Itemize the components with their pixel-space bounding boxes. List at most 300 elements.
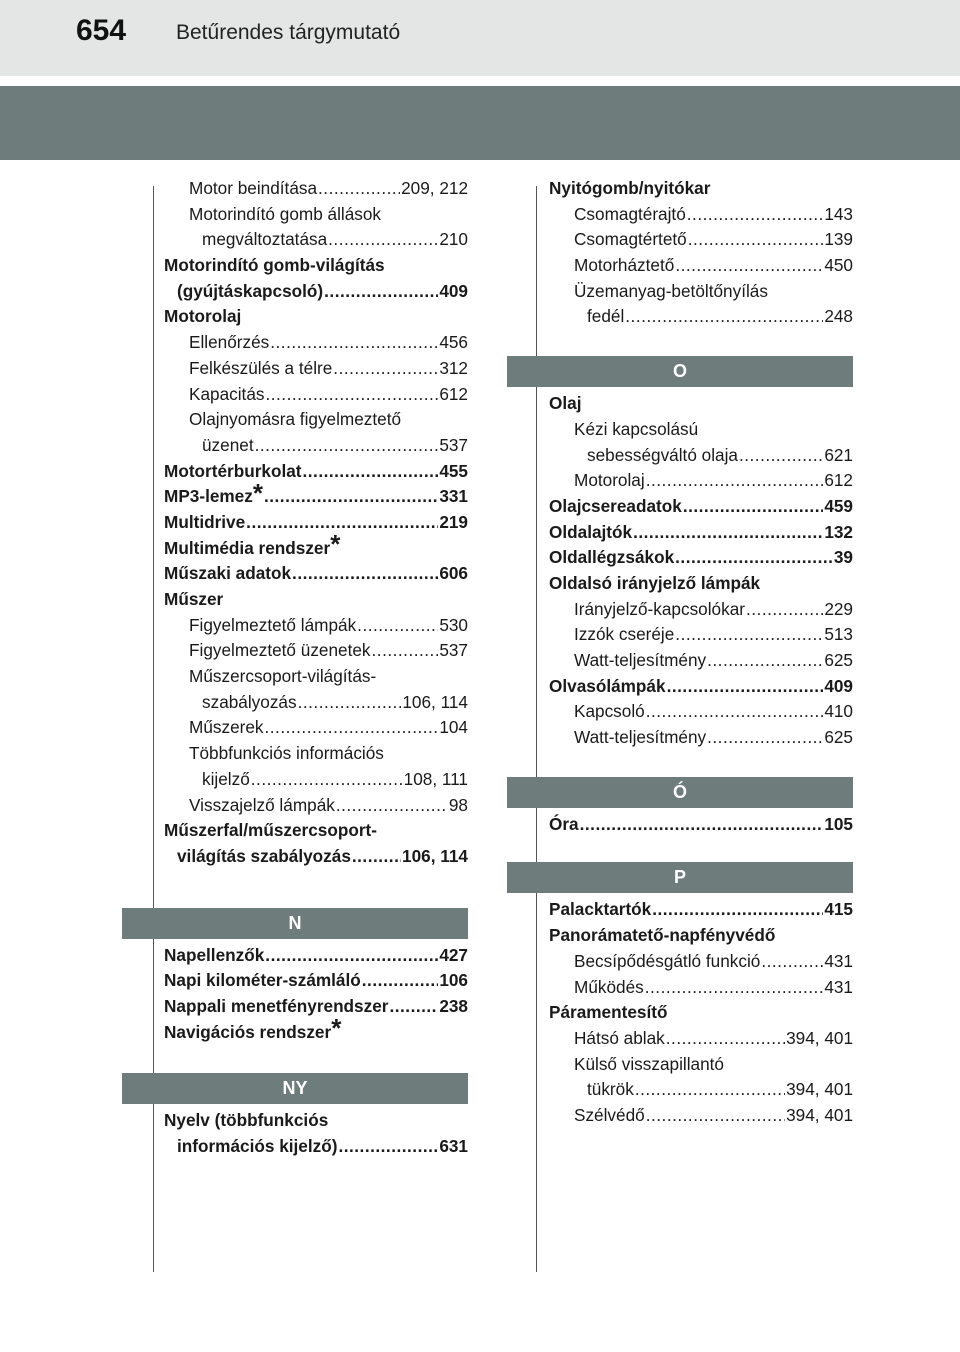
leader-dots: [761, 949, 823, 975]
entry-term-text: megváltoztatása: [202, 229, 328, 250]
entry-term-text: Figyelmeztető lámpák: [189, 614, 357, 635]
index-entry: [164, 793, 468, 819]
entry-term-text: Multimédia rendszer: [164, 537, 331, 558]
entry-page-ref: 410: [824, 701, 853, 722]
entry-page-ref: 456: [439, 332, 468, 353]
entry-term: [189, 382, 264, 408]
leader-dots: [633, 520, 823, 546]
entry-page-ref: 98: [448, 794, 468, 815]
entry-term: [574, 622, 674, 648]
entry-term: [164, 304, 241, 330]
entry-page-ref: 248: [824, 306, 853, 327]
entry-page-ref: 312: [439, 357, 468, 378]
entry-term: [189, 407, 401, 433]
right-column: [549, 176, 853, 1129]
entry-term: [189, 330, 269, 356]
entry-page-ref: 621: [824, 444, 853, 465]
entry-page-ref: 612: [824, 470, 853, 491]
entry-term-text: Nyitógomb/nyitókar: [549, 178, 711, 198]
index-entry: [549, 304, 853, 330]
entry-term: [574, 227, 687, 253]
letter-header-n: N: [122, 908, 468, 939]
entry-page-ref: 427: [439, 944, 468, 965]
right-column-rule: [536, 186, 537, 1272]
entry-term-text: Irányjelző-kapcsolókar: [574, 598, 745, 619]
entry-page-ref: 530: [439, 614, 468, 635]
left-column-rule: [153, 186, 154, 1272]
entry-page-ref: 106, 114: [402, 845, 468, 866]
entry-term: [189, 638, 371, 664]
entry-term: [574, 975, 644, 1001]
leader-dots: [303, 459, 439, 485]
leader-dots: [292, 561, 438, 587]
index-entry: [549, 253, 853, 279]
entry-page-ref: 612: [439, 383, 468, 404]
entry-term: [574, 949, 760, 975]
leader-dots: [324, 279, 438, 305]
index-entry: [549, 443, 853, 469]
entry-term-text: Motorindító gomb állások: [189, 203, 382, 224]
entry-term-text: Külső visszapillantó: [574, 1053, 724, 1074]
entry-term-text: Motorolaj: [164, 306, 242, 327]
entry-term: [164, 528, 341, 562]
index-entry: [164, 715, 468, 741]
leader-dots: [667, 674, 824, 700]
entry-page-ref: 415: [824, 899, 853, 920]
entry-page-ref: 106: [439, 970, 468, 991]
entry-page-ref: 409: [824, 675, 853, 696]
leader-dots: [255, 433, 439, 459]
entry-page-ref: 238: [439, 995, 468, 1016]
index-entry: [549, 227, 853, 253]
leader-dots: [357, 613, 438, 639]
entry-page-ref: 210: [439, 229, 468, 250]
entry-term-text: Motor beindítása: [189, 178, 318, 198]
index-entry: [549, 1000, 853, 1026]
index-entry: [549, 417, 853, 443]
leader-dots: [389, 994, 438, 1020]
entry-term: [189, 202, 381, 228]
index-entry: [549, 468, 853, 494]
entry-page-ref: 625: [824, 727, 853, 748]
entry-term-text: (gyújtáskapcsoló): [177, 280, 324, 301]
entry-term: [202, 227, 327, 253]
entry-term: [189, 741, 384, 767]
footnote-star: *: [330, 528, 341, 559]
index-entry: [549, 812, 853, 838]
entry-term: [549, 494, 682, 520]
entry-page-ref: 606: [439, 563, 468, 584]
entry-term-text: Műszaki adatok: [164, 563, 292, 584]
entry-term: [549, 1000, 667, 1026]
entry-page-ref: 394, 401: [786, 1104, 853, 1125]
leader-dots: [646, 468, 824, 494]
entry-term-text: Motortérburkolat: [164, 460, 302, 481]
index-entry: [164, 227, 468, 253]
entry-term: [202, 433, 254, 459]
index-entry: [549, 545, 853, 571]
entry-term-text: Csomagtérajtó: [574, 203, 686, 224]
leader-dots: [675, 545, 833, 571]
entry-term-text: Palacktartók: [549, 899, 652, 920]
index-entry: [164, 613, 468, 639]
entry-term: [164, 459, 302, 485]
entry-term: [189, 176, 317, 202]
entry-term: [164, 943, 264, 969]
entry-term-text: Hátsó ablak: [574, 1027, 665, 1048]
index-group: [164, 943, 468, 1046]
entry-page-ref: 537: [439, 640, 468, 661]
page-number: 654: [76, 14, 127, 47]
index-entry: [164, 561, 468, 587]
entry-term-text: Izzók cseréje: [574, 624, 675, 645]
entry-term-text: szabályozás: [202, 691, 297, 712]
index-entry: [164, 477, 468, 510]
leader-dots: [746, 597, 823, 623]
index-entry: [549, 520, 853, 546]
entry-term-text: Motorháztető: [574, 255, 675, 276]
index-group: [549, 812, 853, 838]
entry-term: [189, 613, 356, 639]
index-entry: [164, 459, 468, 485]
entry-page-ref: 631: [439, 1136, 468, 1156]
index-entry: [549, 391, 853, 417]
index-entry: [549, 494, 853, 520]
entry-term-text: sebességváltó olaja: [587, 444, 738, 465]
index-group: [549, 897, 853, 1128]
leader-dots: [687, 202, 824, 228]
entry-term-text: Ellenőrzés: [189, 332, 270, 353]
entry-term: [189, 664, 376, 690]
entry-page-ref: 209, 212: [401, 178, 468, 198]
leader-dots: [251, 767, 403, 793]
entry-term-text: Figyelmeztető üzenetek: [189, 640, 371, 661]
entry-term: [164, 818, 377, 844]
entry-term: [202, 690, 297, 716]
entry-page-ref: 39: [833, 547, 853, 568]
entry-term: [574, 253, 674, 279]
entry-term: [549, 812, 579, 838]
entry-term-text: Óra: [549, 813, 579, 834]
entry-term: [202, 767, 250, 793]
header-banner: [0, 86, 960, 160]
index-entry: [164, 253, 468, 279]
entry-page-ref: 229: [824, 598, 853, 619]
index-entry: [164, 202, 468, 228]
leader-dots: [265, 715, 439, 741]
leader-dots: [265, 382, 438, 408]
index-entry: [549, 725, 853, 751]
entry-term-text: Napi kilométer-számláló: [164, 970, 361, 991]
leader-dots: [338, 1134, 438, 1160]
leader-dots: [336, 793, 448, 819]
entry-term: [177, 844, 351, 870]
index-entry: [549, 279, 853, 305]
index-entry: [164, 1134, 468, 1160]
index-entry: [164, 767, 468, 793]
entry-term: [549, 520, 632, 546]
index-entry: [549, 975, 853, 1001]
entry-term-text: Watt-teljesítmény: [574, 727, 707, 748]
index-entry: [164, 279, 468, 305]
index-entry: [164, 330, 468, 356]
entry-term-text: Watt-teljesítmény: [574, 650, 707, 670]
entry-term-text: Oldallégzsákok: [549, 547, 675, 568]
letter-header-o-acute: Ó: [507, 777, 853, 808]
leader-dots: [652, 897, 823, 923]
entry-term-text: Nyelv (többfunkciós: [164, 1110, 329, 1131]
entry-term: [164, 477, 263, 510]
entry-page-ref: 106, 114: [402, 691, 468, 712]
letter-header-o: O: [507, 356, 853, 387]
entry-term: [164, 510, 245, 536]
leader-dots: [264, 484, 438, 510]
index-entry: [164, 741, 468, 767]
leader-dots: [625, 304, 823, 330]
entry-term-text: tükrök: [587, 1079, 634, 1100]
entry-term: [574, 279, 768, 305]
index-entry: [549, 1052, 853, 1078]
index-entry: [549, 923, 853, 949]
header-strip: [0, 0, 960, 76]
entry-term: [587, 1077, 634, 1103]
entry-term-text: Oldalsó irányjelző lámpák: [549, 572, 761, 593]
leader-dots: [675, 253, 823, 279]
index-entry: [549, 571, 853, 597]
index-entry: [549, 1103, 853, 1129]
leader-dots: [707, 725, 823, 751]
index-entry: [549, 1026, 853, 1052]
index-entry: [164, 528, 468, 562]
leader-dots: [683, 494, 824, 520]
entry-page-ref: 455: [439, 460, 468, 481]
entry-term: [549, 571, 760, 597]
entry-term-text: Visszajelző lámpák: [189, 794, 335, 815]
index-entry: [164, 587, 468, 613]
entry-term: [587, 443, 738, 469]
entry-term: [164, 968, 361, 994]
index-entry: [164, 994, 468, 1020]
leader-dots: [688, 227, 824, 253]
index-entry: [549, 176, 853, 202]
entry-page-ref: 331: [439, 486, 468, 507]
index-entry: [164, 1108, 468, 1134]
footnote-star: *: [252, 477, 263, 508]
entry-term-text: Olvasólámpák: [549, 675, 666, 696]
entry-term: [549, 176, 710, 202]
entry-page-ref: 625: [824, 650, 853, 670]
entry-term: [549, 923, 775, 949]
entry-term: [574, 1026, 665, 1052]
entry-term-text: Csomagtértető: [574, 229, 687, 250]
index-entry: [164, 433, 468, 459]
leader-dots: [635, 1077, 785, 1103]
leader-dots: [298, 690, 402, 716]
entry-term: [177, 1134, 337, 1160]
entry-term-text: Oldalajtók: [549, 521, 633, 542]
entry-term-text: Nappali menetfényrendszer: [164, 995, 389, 1016]
leader-dots: [265, 943, 438, 969]
index-entry: [549, 699, 853, 725]
entry-term: [549, 674, 666, 700]
leader-dots: [328, 227, 438, 253]
entry-term: [574, 202, 686, 228]
index-entry: [549, 897, 853, 923]
entry-term-text: Olajcsereadatok: [549, 495, 682, 516]
entry-term: [164, 1108, 328, 1134]
leader-dots: [246, 510, 438, 536]
index-entry: [164, 818, 468, 844]
left-column: [164, 176, 468, 1160]
entry-term-text: Többfunkciós információs: [189, 743, 384, 764]
entry-term: [164, 253, 385, 279]
entry-page-ref: 537: [439, 434, 468, 455]
entry-term: [574, 417, 698, 443]
index-group: [549, 391, 853, 751]
leader-dots: [372, 638, 439, 664]
entry-term: [574, 1103, 645, 1129]
leader-dots: [580, 812, 824, 838]
entry-term: [549, 545, 674, 571]
entry-page-ref: 143: [824, 203, 853, 224]
entry-term-text: világítás szabályozás: [177, 845, 351, 866]
page-title: Betűrendes tárgymutató: [176, 21, 401, 44]
entry-term-text: Kapcsoló: [574, 701, 645, 722]
entry-term-text: Motorindító gomb-világítás: [164, 255, 385, 276]
entry-term-text: Műszercsoport-világítás-: [189, 666, 377, 687]
entry-term-text: információs kijelző): [177, 1136, 338, 1156]
entry-term: [164, 587, 223, 613]
entry-page-ref: 394, 401: [786, 1027, 853, 1048]
entry-page-ref: 132: [824, 521, 853, 542]
leader-dots: [352, 844, 401, 870]
entry-term: [574, 597, 745, 623]
entry-page-ref: 108, 111: [403, 768, 468, 789]
entry-term-text: Kapacitás: [189, 383, 265, 404]
entry-page-ref: 104: [439, 717, 468, 738]
leader-dots: [646, 699, 824, 725]
entry-term-text: Kézi kapcsolású: [574, 418, 699, 439]
entry-term: [189, 715, 264, 741]
footnote-star: *: [331, 1012, 342, 1043]
entry-term-text: Műszerfal/műszercsoport-: [164, 820, 377, 841]
leader-dots: [270, 330, 438, 356]
index-entry: [164, 176, 468, 202]
entry-term-text: Multidrive: [164, 511, 246, 532]
leader-dots: [333, 356, 438, 382]
entry-term: [574, 699, 645, 725]
index-entry: [164, 844, 468, 870]
entry-term-text: kijelző: [202, 768, 250, 789]
index-entry: [164, 1012, 468, 1046]
index-entry: [164, 690, 468, 716]
entry-term: [549, 897, 651, 923]
leader-dots: [645, 975, 824, 1001]
leader-dots: [318, 176, 400, 202]
index-entry: [549, 674, 853, 700]
entry-term-text: Működés: [574, 976, 644, 997]
entry-page-ref: 431: [824, 950, 853, 971]
entry-term-text: üzenet: [202, 434, 254, 455]
entry-term-text: Becsípődésgátló funkció: [574, 950, 761, 971]
entry-page-ref: 394, 401: [786, 1079, 853, 1100]
entry-term: [189, 793, 335, 819]
entry-term-text: Napellenzők: [164, 944, 265, 965]
entry-term-text: Olaj: [549, 393, 582, 414]
index-entry: [164, 382, 468, 408]
index-entry: [164, 407, 468, 433]
entry-term-text: Felkészülés a télre: [189, 357, 333, 378]
entry-term: [574, 725, 706, 751]
index-entry: [549, 622, 853, 648]
entry-page-ref: 431: [824, 976, 853, 997]
entry-term: [574, 648, 706, 674]
index-entry: [549, 597, 853, 623]
leader-dots: [707, 648, 823, 674]
index-entry: [164, 664, 468, 690]
entry-term-text: Páramentesítő: [549, 1002, 668, 1023]
entry-page-ref: 219: [439, 511, 468, 532]
entry-page-ref: 105: [824, 813, 853, 834]
leader-dots: [646, 1103, 785, 1129]
entry-page-ref: 450: [824, 255, 853, 276]
entry-term-text: Műszerek: [189, 717, 264, 738]
entry-term-text: Olajnyomásra figyelmeztető: [189, 409, 402, 430]
letter-header-p: P: [507, 862, 853, 893]
entry-term-text: Navigációs rendszer: [164, 1021, 332, 1042]
index-entry: [164, 968, 468, 994]
index-entry: [164, 356, 468, 382]
leader-dots: [666, 1026, 785, 1052]
leader-dots: [675, 622, 823, 648]
entry-term: [587, 304, 624, 330]
index-entry: [164, 943, 468, 969]
index-entry: [164, 638, 468, 664]
leader-dots: [362, 968, 439, 994]
index-entry: [549, 648, 853, 674]
entry-term-text: Műszer: [164, 589, 224, 609]
entry-term-text: fedél: [587, 306, 625, 327]
index-group: [164, 176, 468, 870]
entry-term: [574, 468, 645, 494]
entry-page-ref: 409: [439, 280, 468, 301]
index-entry: [164, 510, 468, 536]
entry-term-text: Szélvédő: [574, 1104, 645, 1125]
entry-term: [164, 994, 388, 1020]
index-entry: [549, 1077, 853, 1103]
index-group: [164, 1108, 468, 1159]
index-entry: [549, 949, 853, 975]
entry-term: [189, 356, 332, 382]
entry-page-ref: 459: [824, 495, 853, 516]
letter-header-ny: NY: [122, 1073, 468, 1104]
entry-term-text: Üzemanyag-betöltőnyílás: [574, 280, 768, 301]
entry-term: [574, 1052, 724, 1078]
index-entry: [549, 202, 853, 228]
entry-term-text: MP3-lemez: [164, 486, 253, 507]
index-entry: [164, 304, 468, 330]
entry-page-ref: 513: [824, 624, 853, 645]
entry-term-text: Panorámatető-napfényvédő: [549, 925, 776, 946]
entry-term: [164, 1012, 342, 1046]
entry-term: [549, 391, 581, 417]
entry-page-ref: 139: [824, 229, 853, 250]
index-group: [549, 176, 853, 330]
entry-term: [177, 279, 323, 305]
leader-dots: [739, 443, 823, 469]
entry-term: [164, 561, 291, 587]
entry-term-text: Motorolaj: [574, 470, 645, 491]
